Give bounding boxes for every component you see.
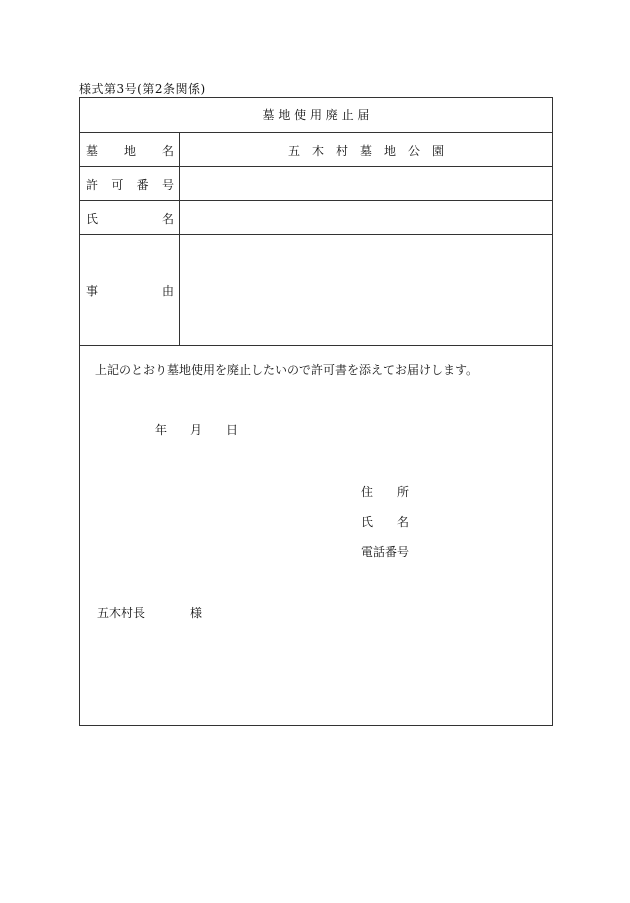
label-char: 由 bbox=[161, 284, 174, 298]
applicant-name-label: 氏 名 bbox=[361, 515, 410, 529]
label-char: 地 bbox=[123, 144, 136, 158]
addressee-honorific: 様 bbox=[190, 606, 203, 620]
statement-text: 上記のとおり墓地使用を廃止したいので許可書を添えてお届けします。 bbox=[95, 363, 479, 377]
date-year-label: 年 bbox=[155, 423, 168, 437]
cemetery-name-value[interactable]: 五 木 村 墓 地 公 園 bbox=[287, 144, 444, 158]
label-char: 号 bbox=[161, 178, 174, 192]
divider bbox=[80, 166, 552, 167]
permit-number-label bbox=[86, 176, 174, 193]
divider bbox=[80, 200, 552, 201]
label-char: 名 bbox=[161, 144, 174, 158]
name-label bbox=[86, 210, 174, 227]
divider bbox=[80, 345, 552, 346]
cemetery-name-label bbox=[86, 142, 174, 159]
permit-number-field[interactable] bbox=[180, 176, 552, 196]
label-char: 墓 bbox=[86, 144, 99, 158]
reason-label bbox=[86, 282, 174, 299]
label-char: 可 bbox=[111, 178, 124, 192]
divider bbox=[80, 234, 552, 235]
label-char: 名 bbox=[161, 212, 174, 226]
phone-number-label: 電話番号 bbox=[361, 545, 410, 559]
form-title: 墓 地 使 用 廃 止 届 bbox=[262, 108, 370, 122]
reason-field[interactable] bbox=[180, 238, 552, 338]
label-char: 氏 bbox=[86, 212, 99, 226]
form-frame bbox=[79, 97, 553, 726]
addressee-recipient: 五木村長 bbox=[97, 606, 146, 620]
label-char: 許 bbox=[86, 178, 99, 192]
name-field[interactable] bbox=[180, 210, 552, 230]
label-char: 事 bbox=[86, 284, 99, 298]
label-char: 番 bbox=[136, 178, 149, 192]
date-day-label: 日 bbox=[226, 423, 239, 437]
form-number: 様式第3号(第2条関係) bbox=[79, 82, 206, 96]
divider bbox=[80, 132, 552, 133]
address-label: 住 所 bbox=[361, 485, 410, 499]
date-month-label: 月 bbox=[190, 423, 203, 437]
